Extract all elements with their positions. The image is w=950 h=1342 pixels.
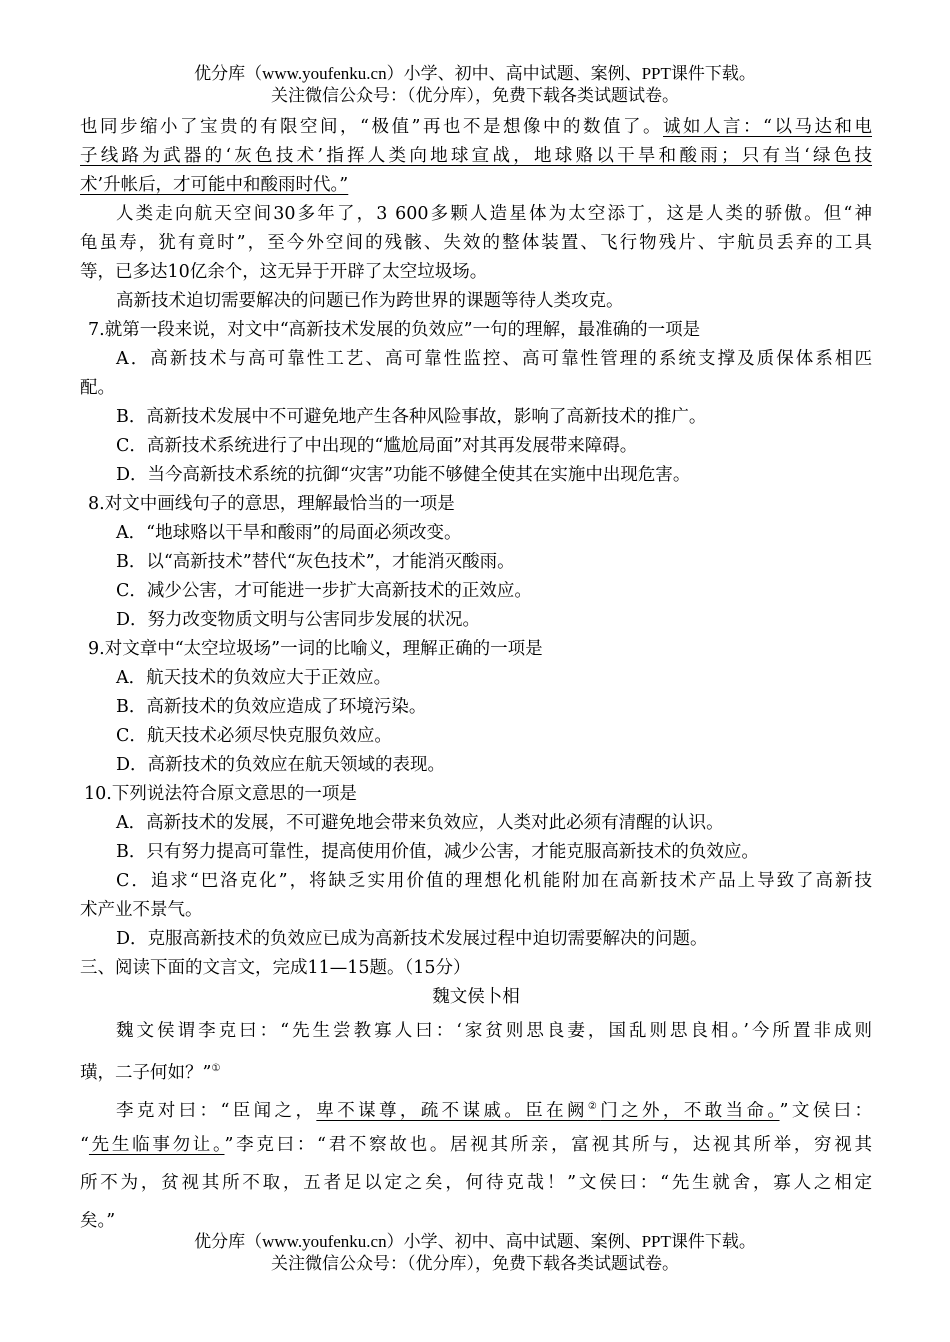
option-c: C．追求“巴洛克化”，将缺乏实用价值的理想化机能附加在高新技术产品上导致了高新技 — [116, 871, 872, 891]
option-b: B．高新技术的负效应造成了环境污染。 — [116, 697, 427, 717]
option-a: A．高新技术的发展，不可避免地会带来负效应，人类对此必须有清醒的认识。 — [116, 813, 724, 833]
main-content — [80, 113, 872, 1240]
option-a-cont: 配。 — [80, 378, 115, 398]
option-d: D．当今高新技术系统的抗御“灾害”功能不够健全使其在实施中出现危害。 — [116, 465, 691, 485]
passage-title: 魏文侯卜相 — [432, 987, 520, 1007]
passage-line: 龟虽寿，犹有竟时”，至今外空间的残骸、失效的整体装置、飞行物残片、宇航员丢弃的工具 — [80, 233, 872, 253]
option-c: C．减少公害，才可能进一步扩大高新技术的正效应。 — [116, 581, 532, 601]
option-d: D．高新技术的负效应在航天领域的表现。 — [116, 755, 446, 775]
page-header — [0, 63, 950, 107]
underlined-sentence: 术’升帐后，才可能中和酸雨时代。” — [80, 175, 349, 195]
header-line-1: 优分库（www.youfenku.cn）小学、初中、高中试题、案例、PPT课件下载。 — [194, 64, 756, 83]
question-8 — [80, 490, 872, 635]
passage-line — [80, 171, 872, 200]
option-b: B．只有努力提高可靠性，提高使用价值，减少公害，才能克服高新技术的负效应。 — [116, 842, 759, 862]
question-stem: 8.对文中画线句子的意思，理解最恰当的一项是 — [88, 494, 455, 514]
question-10 — [80, 780, 872, 954]
underlined-sentence: 诚如人言：“以马达和电 — [663, 117, 872, 137]
option-a: A．高新技术与高可靠性工艺、高可靠性监控、高可靠性管理的系统支撑及质保体系相匹 — [116, 349, 872, 369]
passage-line — [80, 113, 872, 142]
header-line-2: 关注微信公众号：（优分库），免费下载各类试题试卷。 — [271, 86, 679, 105]
classical-text: 璜，二子何如？” — [80, 1062, 212, 1083]
question-7 — [80, 316, 872, 490]
question-stem: 10.下列说法符合原文意思的一项是 — [84, 784, 357, 804]
option-d: D．努力改变物质文明与公害同步发展的状况。 — [116, 610, 481, 630]
section-heading: 三、阅读下面的文言文，完成11—15题。（15分） — [80, 958, 471, 978]
classical-text: “ — [80, 1135, 89, 1155]
classical-text: ”李克曰：“君不察故也。居视其所亲，富视其所与，达视其所举，穷视其 — [224, 1135, 872, 1155]
underlined-text: 卑不谋尊，疏不谋戚。臣在阙 — [316, 1100, 588, 1121]
option-c: C．航天技术必须尽快克服负效应。 — [116, 726, 392, 746]
question-stem: 7.就第一段来说，对文中“高新技术发展的负效应”一句的理解，最准确的一项是 — [88, 320, 701, 340]
footnote-marker: ① — [211, 1063, 221, 1074]
footnote-marker: ② — [587, 1101, 601, 1112]
question-stem: 9.对文章中“太空垃圾场”一词的比喻义，理解正确的一项是 — [88, 639, 543, 659]
underlined-sentence: 子线路为武器的‘灰色技术’指挥人类向地球宣战，地球赂以干旱和酸雨；只有当‘绿色技 — [80, 146, 872, 166]
option-c-cont: 术产业不景气。 — [80, 900, 203, 920]
underlined-sentence: 先生临事勿让。 — [88, 1135, 225, 1155]
option-b: B．高新技术发展中不可避免地产生各种风险事故，影响了高新技术的推广。 — [116, 407, 707, 427]
footer-line-1: 优分库（www.youfenku.cn）小学、初中、高中试题、案例、PPT课件下载。 — [194, 1232, 756, 1251]
classical-line: 魏文侯谓李克曰：“先生尝教寡人曰：‘家贫则思良妻，国乱则思良相。’今所置非成则 — [116, 1021, 872, 1041]
classical-line — [80, 1126, 872, 1164]
classical-line: 矣。” — [80, 1211, 116, 1231]
question-9 — [80, 635, 872, 780]
option-b: B．以“高新技术”替代“灰色技术”，才能消灭酸雨。 — [116, 552, 515, 572]
underlined-sentence — [316, 1101, 779, 1121]
passage-line: 高新技术迫切需要解决的问题已作为跨世界的课题等待人类攻克。 — [116, 291, 624, 311]
classical-text: 李克对曰：“臣闻之， — [116, 1100, 317, 1121]
passage-line: 人类走向航天空间30多年了，3 600多颗人造星体为太空添丁，这是人类的骄傲。但“神 — [116, 204, 872, 224]
passage-line: 等，已多达10亿余个，这无异于开辟了太空垃圾场。 — [80, 262, 488, 282]
classical-line — [80, 1050, 872, 1088]
option-a: A．航天技术的负效应大于正效应。 — [116, 668, 392, 688]
classical-text: ”文侯曰： — [779, 1100, 873, 1121]
underlined-text: 门之外，不敢当命。 — [600, 1100, 780, 1121]
option-c: C．高新技术系统进行了中出现的“尴尬局面”对其再发展带来障碍。 — [116, 436, 638, 456]
classical-line — [80, 1088, 872, 1126]
passage-text: 也同步缩小了宝贵的有限空间，“极值”再也不是想像中的数值了。 — [80, 117, 663, 137]
option-d: D．克服高新技术的负效应已成为高新技术发展过程中迫切需要解决的问题。 — [116, 929, 708, 949]
option-a: A．“地球赂以干旱和酸雨”的局面必须改变。 — [116, 523, 462, 543]
footer-line-2: 关注微信公众号：（优分库），免费下载各类试题试卷。 — [271, 1254, 679, 1273]
section-3 — [80, 954, 872, 1240]
classical-line: 所不为，贫视其所不取，五者足以定之矣，何待克哉！”文侯曰：“先生就舍，寡人之相定 — [80, 1173, 872, 1193]
page-footer — [0, 1231, 950, 1275]
